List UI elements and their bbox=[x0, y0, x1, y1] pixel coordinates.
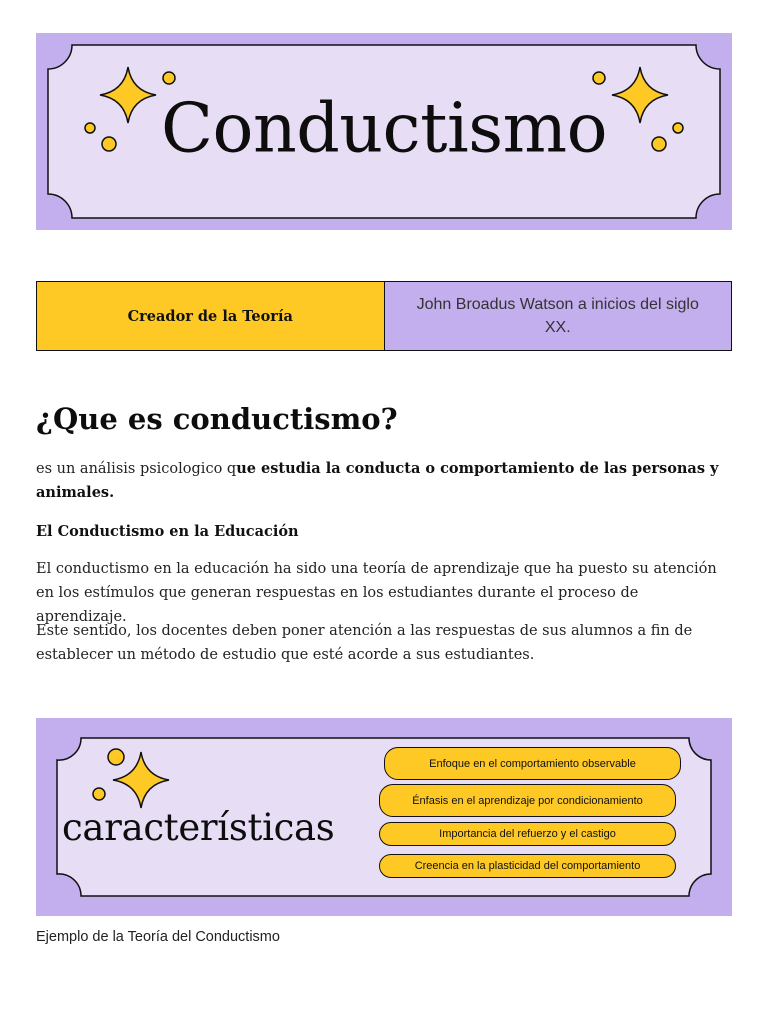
education-subheading: El Conductismo en la Educación bbox=[36, 523, 299, 540]
example-caption: Ejemplo de la Teoría del Conductismo bbox=[36, 929, 280, 945]
characteristic-item: Importancia del refuerzo y el castigo bbox=[379, 822, 676, 846]
creator-table bbox=[36, 281, 732, 351]
creator-value-cell: John Broadus Watson a inicios del siglo XX. bbox=[385, 282, 732, 350]
characteristics-banner bbox=[36, 718, 732, 916]
characteristic-item: Enfoque en el comportamiento observable bbox=[384, 747, 681, 780]
definition-prefix: es un análisis psicologico q bbox=[36, 461, 237, 477]
education-paragraph-1: El conductismo en la educación ha sido una teoría de aprendizaje que ha puesto su atención en los estímulos que generan respuestas en los estudiantes durante el proceso de aprendizaje. bbox=[36, 561, 717, 625]
dot-icon bbox=[593, 72, 605, 84]
dot-icon bbox=[108, 749, 124, 765]
characteristic-item: Énfasis en el aprendizaje por condicionamiento bbox=[379, 784, 676, 817]
title-banner bbox=[36, 33, 732, 230]
dot-icon bbox=[163, 72, 175, 84]
education-paragraph-2: Este sentido, los docentes deben poner atención a las respuestas de sus alumnos a fin de establecer un método de estudio que esté acorde a sus estudiantes. bbox=[36, 623, 693, 663]
dot-icon bbox=[93, 788, 105, 800]
definition-bold: ue estudia la conducta o comportamiento de las personas y animales. bbox=[36, 460, 719, 501]
creator-label-cell: Creador de la Teoría bbox=[37, 282, 385, 350]
definition-paragraph bbox=[36, 457, 732, 505]
characteristics-title: características bbox=[62, 806, 335, 849]
page-title: Conductismo bbox=[160, 89, 608, 169]
section-heading: ¿Que es conductismo? bbox=[36, 402, 398, 436]
characteristic-item: Creencia en la plasticidad del comportamiento bbox=[379, 854, 676, 878]
